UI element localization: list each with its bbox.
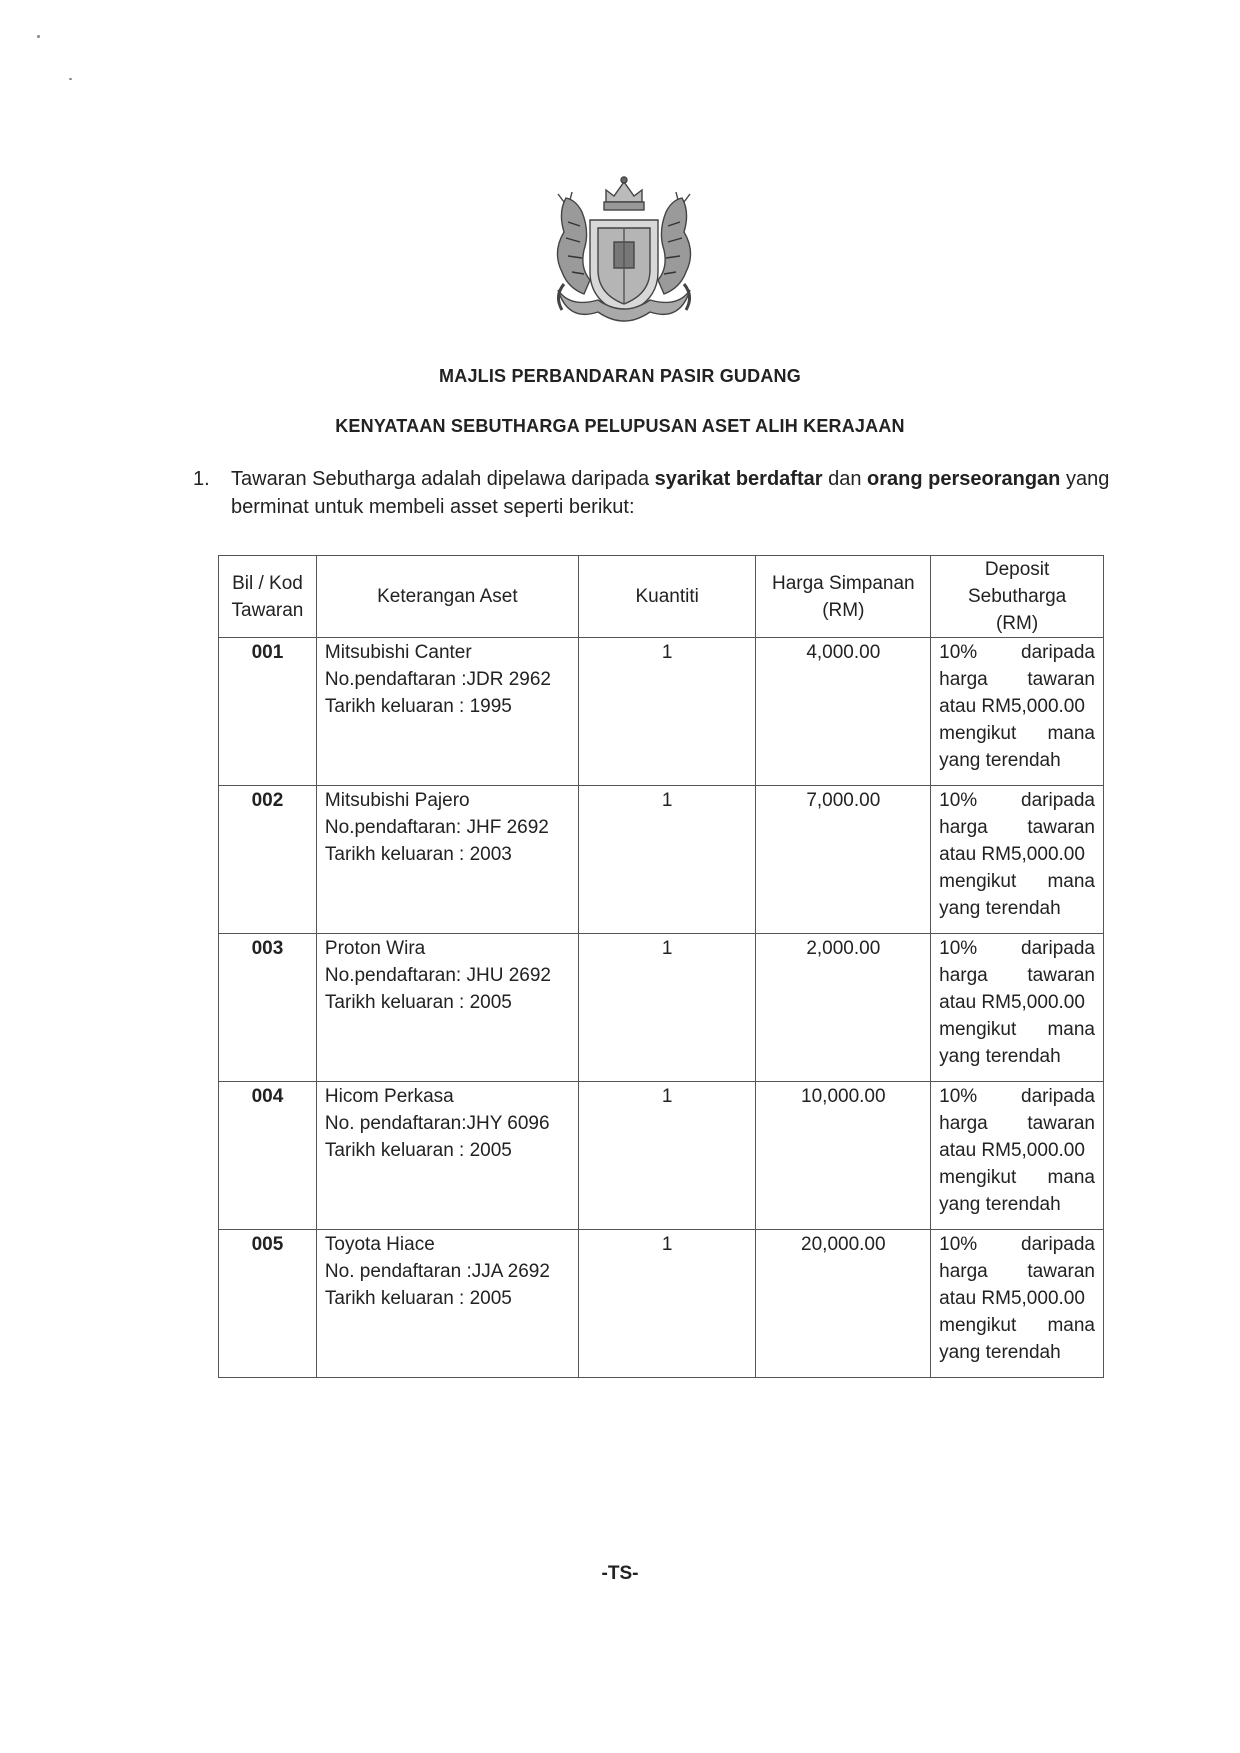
intro-text-part: dan — [822, 468, 868, 490]
deposit-line: 10% daripada — [939, 1086, 1095, 1107]
table-row — [219, 1082, 1104, 1230]
header-deposit-line: (RM) — [995, 613, 1039, 634]
deposit-line: 10% daripada — [939, 938, 1095, 959]
row-description — [316, 934, 578, 1082]
row-quantity: 1 — [578, 786, 756, 934]
row-code: 001 — [219, 638, 317, 786]
asset-name: Mitsubishi Canter — [324, 642, 472, 663]
row-quantity: 1 — [578, 638, 756, 786]
table-row — [219, 1230, 1104, 1378]
header-price-line: Harga Simpanan — [772, 572, 915, 594]
header-price-line: (RM) — [822, 599, 865, 621]
deposit-line: yang terendah — [939, 750, 1061, 771]
deposit-line: atau RM5,000.00 — [939, 1140, 1085, 1161]
asset-name: Hicom Perkasa — [324, 1086, 454, 1107]
deposit-line: 10% daripada — [939, 790, 1095, 811]
intro-text-part: Tawaran Sebutharga adalah dipelawa daripada — [231, 468, 655, 490]
document-title: KENYATAAN SEBUTHARGA PELUPUSAN ASET ALIH KERAJAAN — [335, 416, 905, 436]
deposit-line: yang terendah — [939, 898, 1061, 919]
row-code: 003 — [219, 934, 317, 1082]
deposit-line: mengikut mana — [939, 871, 1095, 892]
deposit-line: mengikut mana — [939, 1019, 1095, 1040]
row-reserve-price: 2,000.00 — [756, 934, 931, 1082]
header-deposit — [931, 556, 1104, 638]
asset-name: Mitsubishi Pajero — [324, 790, 470, 811]
row-reserve-price: 10,000.00 — [756, 1082, 931, 1230]
deposit-line: atau RM5,000.00 — [939, 1288, 1085, 1309]
deposit-line: mengikut mana — [939, 1315, 1095, 1336]
coat-of-arms-emblem — [528, 172, 720, 340]
deposit-line: harga tawaran — [939, 1261, 1095, 1282]
deposit-line: atau RM5,000.00 — [939, 696, 1085, 717]
asset-release-year: Tarikh keluaran : 2005 — [324, 1288, 512, 1309]
header-deposit-line: Deposit — [984, 559, 1050, 580]
row-reserve-price: 7,000.00 — [756, 786, 931, 934]
row-deposit — [931, 786, 1104, 934]
asset-table — [218, 555, 1104, 1378]
table-row — [219, 638, 1104, 786]
deposit-line: atau RM5,000.00 — [939, 844, 1085, 865]
header-reserve-price — [756, 556, 931, 638]
row-reserve-price: 20,000.00 — [756, 1230, 931, 1378]
deposit-line: yang terendah — [939, 1194, 1061, 1215]
row-description — [316, 1082, 578, 1230]
asset-registration: No. pendaftaran:JHY 6096 — [324, 1113, 550, 1134]
table-row — [219, 934, 1104, 1082]
deposit-line: yang terendah — [939, 1046, 1061, 1067]
row-deposit — [931, 1082, 1104, 1230]
row-quantity: 1 — [578, 1082, 756, 1230]
row-description — [316, 786, 578, 934]
deposit-line: harga tawaran — [939, 965, 1095, 986]
deposit-line: mengikut mana — [939, 723, 1095, 744]
paragraph-number: 1. — [193, 468, 210, 490]
deposit-line: harga tawaran — [939, 669, 1095, 690]
asset-name: Toyota Hiace — [324, 1234, 435, 1255]
intro-bold-registered-companies: syarikat berdaftar — [654, 468, 823, 490]
asset-release-year: Tarikh keluaran : 2005 — [324, 992, 512, 1013]
deposit-line: atau RM5,000.00 — [939, 992, 1085, 1013]
row-reserve-price: 4,000.00 — [756, 638, 931, 786]
asset-release-year: Tarikh keluaran : 2003 — [324, 844, 512, 865]
row-deposit — [931, 1230, 1104, 1378]
row-code: 002 — [219, 786, 317, 934]
scan-speck — [69, 78, 72, 80]
asset-release-year: Tarikh keluaran : 1995 — [324, 696, 512, 717]
organisation-heading: MAJLIS PERBANDARAN PASIR GUDANG — [439, 366, 801, 386]
asset-registration: No.pendaftaran: JHU 2692 — [324, 965, 551, 986]
intro-text — [231, 465, 1111, 521]
scan-speck — [37, 35, 40, 38]
row-code: 004 — [219, 1082, 317, 1230]
row-deposit — [931, 934, 1104, 1082]
deposit-line: yang terendah — [939, 1342, 1061, 1363]
asset-registration: No. pendaftaran :JJA 2692 — [324, 1261, 550, 1282]
header-quantity: Kuantiti — [578, 556, 756, 638]
intro-text-part: yang berminat untuk membeli asset seperti berikut: — [231, 468, 1110, 518]
header-code — [219, 556, 317, 638]
table-header-row — [219, 556, 1104, 638]
footer-mark: -TS- — [601, 1563, 639, 1584]
deposit-line: harga tawaran — [939, 1113, 1095, 1134]
header-code-line: Bil / Kod — [232, 572, 303, 594]
intro-bold-individuals: orang perseorangan — [867, 468, 1061, 490]
asset-registration: No.pendaftaran :JDR 2962 — [324, 669, 551, 690]
row-description — [316, 1230, 578, 1378]
deposit-line: 10% daripada — [939, 1234, 1095, 1255]
header-description: Keterangan Aset — [316, 556, 578, 638]
asset-registration: No.pendaftaran: JHF 2692 — [324, 817, 549, 838]
row-description — [316, 638, 578, 786]
row-quantity: 1 — [578, 934, 756, 1082]
row-quantity: 1 — [578, 1230, 756, 1378]
deposit-line: harga tawaran — [939, 817, 1095, 838]
row-deposit — [931, 638, 1104, 786]
deposit-line: 10% daripada — [939, 642, 1095, 663]
asset-name: Proton Wira — [324, 938, 426, 959]
header-code-line: Tawaran — [231, 599, 304, 621]
table-row — [219, 786, 1104, 934]
asset-release-year: Tarikh keluaran : 2005 — [324, 1140, 512, 1161]
deposit-line: mengikut mana — [939, 1167, 1095, 1188]
row-code: 005 — [219, 1230, 317, 1378]
header-deposit-line: Sebutharga — [967, 586, 1067, 607]
